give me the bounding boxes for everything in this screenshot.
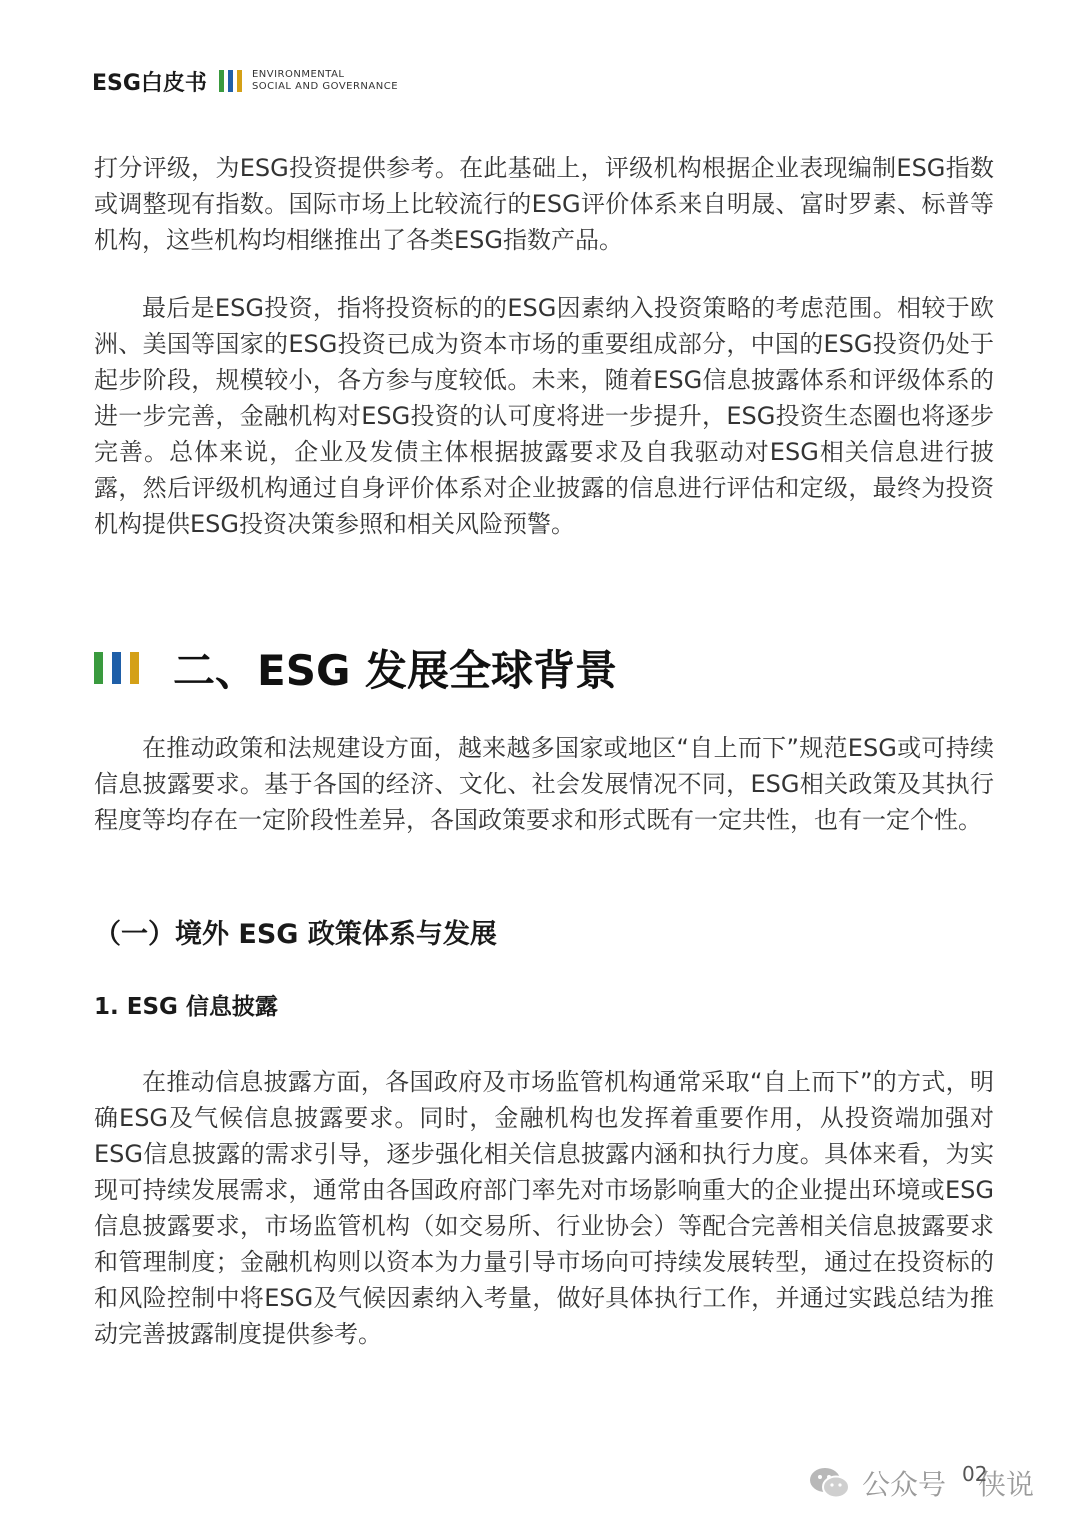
footer-watermark [808, 1458, 1034, 1508]
paragraph-4: 在推动信息披露方面，各国政府及市场监管机构通常采取“自上而下”的方式，明确ESG及气候信息披露要求。同时，金融机构也发挥着重要作用，从投资端加强对ESG信息披露的需求引导，逐步强化相关信息披露内涵和执行力度。具体来看，为实现可持续发展需求，通常由各国政府部门率先对市场影响重大的企业提出环境或ESG信息披露要求，市场监管机构（如交易所、行业协会）等配合完善相关信息披露要求和管理制度；金融机构则以资本为力量引导市场向可持续发展转型，通过在投资标的和风险控制中将ESG及气候因素纳入考量，做好具体执行工作，并通过实践总结为推动完善披露制度提供参考。 [94, 1068, 994, 1348]
wechat-icon [808, 1465, 852, 1501]
page-header [92, 66, 398, 96]
blue-bar [228, 70, 233, 92]
paragraph-2: 最后是ESG投资，指将投资标的的ESG因素纳入投资策略的考虑范围。相较于欧洲、美国等国家的ESG投资已成为资本市场的重要组成部分，中国的ESG投资仍处于起步阶段，规模较小，各方参与度较低。未来，随着ESG信息披露体系和评级体系的进一步完善，金融机构对ESG投资的认可度将进一步提升，ESG投资生态圈也将逐步完善。总体来说，企业及发债主体根据披露要求及自我驱动对ESG相关信息进行披露，然后评级机构通过自身评价体系对企业披露的信息进行评估和定级，最终为投资机构提供ESG投资决策参照和相关风险预警。 [94, 294, 994, 538]
blue-bar [112, 652, 121, 684]
header-subtitle-line2: SOCIAL AND GOVERNANCE [251, 81, 399, 92]
gold-bar [237, 70, 242, 92]
subsection-title: （一）境外 ESG 政策体系与发展 [94, 919, 497, 950]
section-bars-icon [94, 652, 139, 684]
green-bar [219, 70, 224, 92]
watermark-suffix: 侠说 [978, 1468, 1035, 1501]
section-title: 二、ESG 发展全球背景 [173, 646, 618, 695]
page-number: 02 [962, 1462, 988, 1486]
header-title: ESG白皮书 [92, 70, 207, 96]
paragraph-3: 在推动政策和法规建设方面，越来越多国家或地区“自上而下”规范ESG或可持续信息披露要求。基于各国的经济、文化、社会发展情况不同，ESG相关政策及其执行程度等均存在一定阶段性差异，各国政策要求和形式既有一定共性，也有一定个性。 [94, 734, 994, 834]
header-subtitle-line1: ENVIRONMENTAL [251, 69, 345, 80]
green-bar [94, 652, 103, 684]
header-subtitle [252, 69, 398, 93]
brand-bars-icon [219, 70, 242, 92]
subsubsection-title: 1. ESG 信息披露 [94, 994, 278, 1020]
paragraph-1: 打分评级，为ESG投资提供参考。在此基础上，评级机构根据企业表现编制ESG指数或调整现有指数。国际市场上比较流行的ESG评价体系来自明晟、富时罗素、标普等机构，这些机构均相继推出了各类ESG指数产品。 [94, 154, 994, 254]
gold-bar [130, 652, 139, 684]
section-heading [94, 640, 617, 696]
watermark-text: 公众号 [862, 1468, 947, 1501]
